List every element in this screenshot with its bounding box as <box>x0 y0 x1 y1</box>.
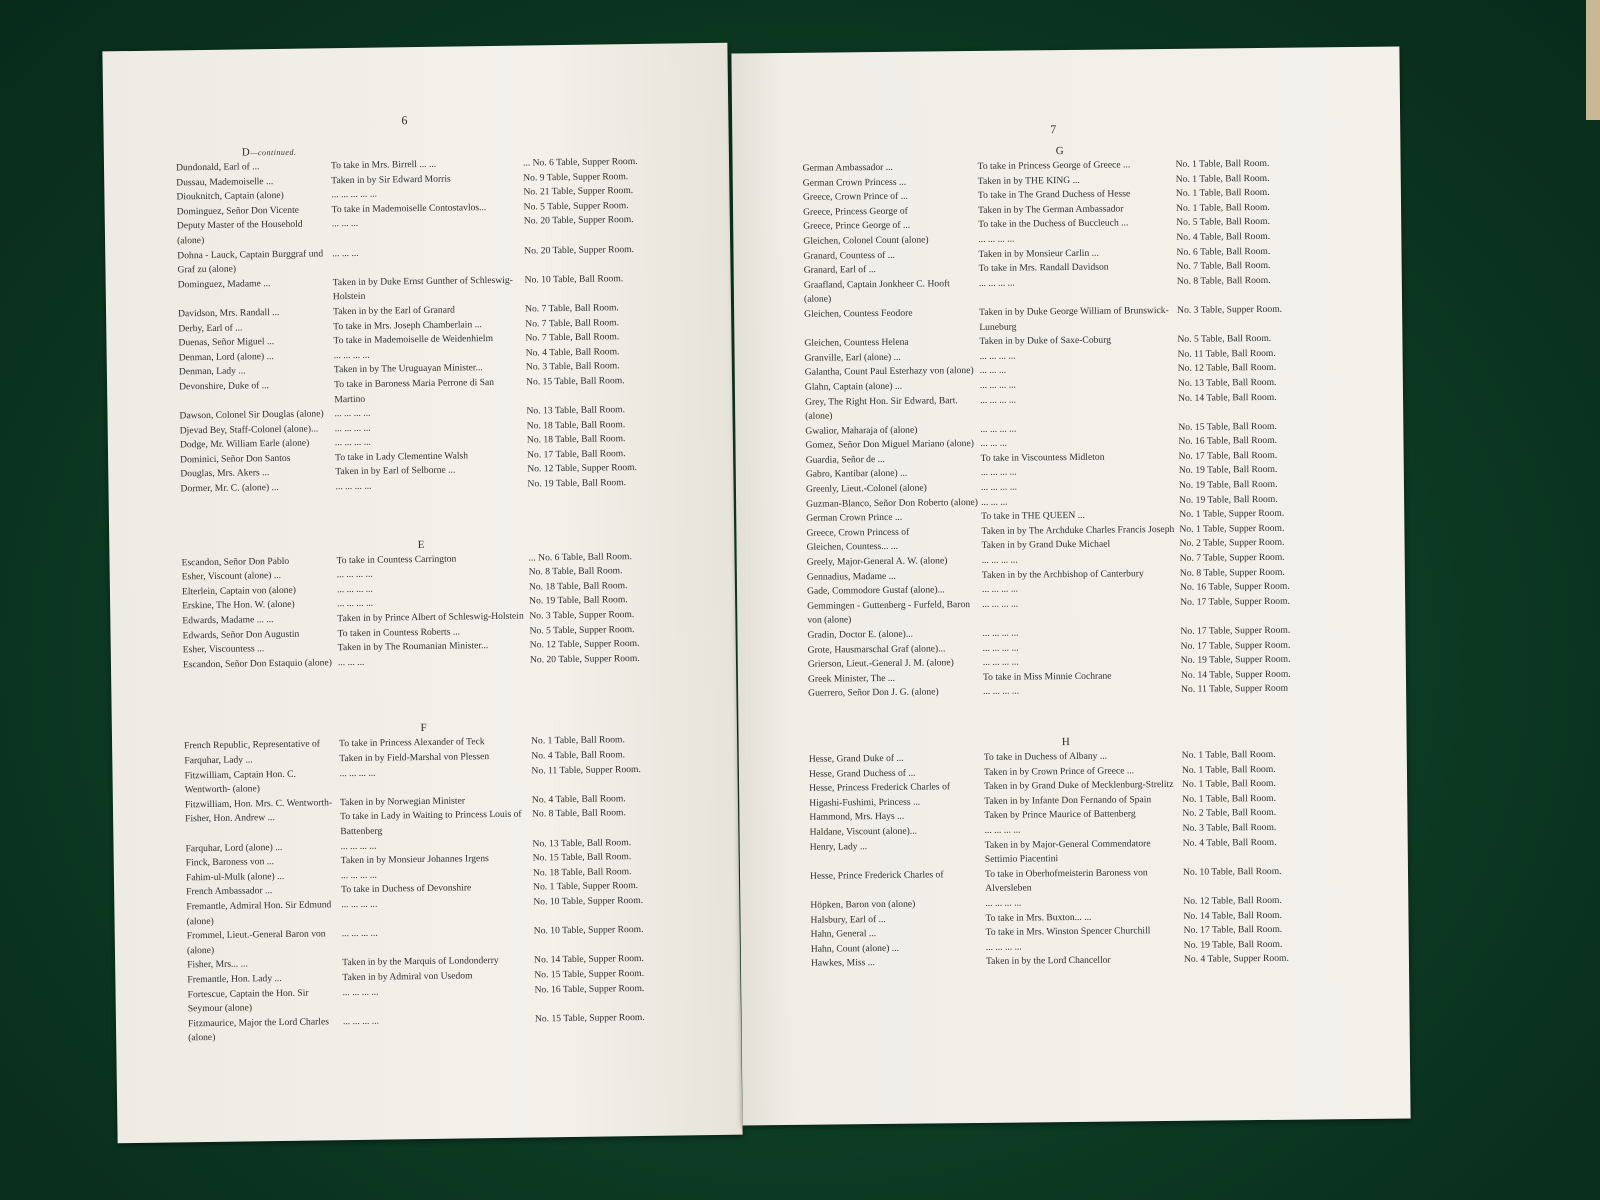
partner-note: ... ... ... ... <box>978 233 1015 245</box>
guest-name: Erskine, The Hon. W. (alone) <box>182 599 295 612</box>
table-assignment: No. 10 Table, Supper Room. <box>533 894 644 908</box>
guest-name: Gleichen, Countess Feodore <box>804 307 913 320</box>
partner-note: ... ... ... ... ... <box>331 188 378 201</box>
guest-name: Greece, Princess George of <box>803 205 908 218</box>
partner-note: Taken in by Duke of Saxe-Coburg <box>979 334 1112 348</box>
guest-name: Djevad Bey, Staff-Colonel (alone)... <box>179 423 319 437</box>
guest-name: Esher, Viscount (alone) ... <box>181 570 282 583</box>
table-assignment: No. 8 Table, Ball Room. <box>532 807 626 820</box>
table-assignment: No. 12 Table, Ball Room. <box>1183 894 1282 907</box>
table-assignment: No. 7 Table, Supper Room. <box>1179 551 1285 564</box>
guest-name: Gleichen, Colonel Count (alone) <box>803 234 929 247</box>
partner-note: Taken in by Norwegian Minister <box>339 795 466 808</box>
partner-note: ... ... ... ... <box>340 869 377 881</box>
left-page-content <box>176 140 669 1046</box>
table-assignment: No. 1 Table, Ball Room. <box>1175 187 1270 200</box>
partner-note: To take in Mademoiselle de Weidenhielm <box>333 333 494 347</box>
table-assignment: No. 20 Table, Supper Room. <box>523 214 634 227</box>
guest-name: Gennadius, Madame ... <box>806 570 896 583</box>
table-assignment: No. 1 Table, Supper Room. <box>533 880 639 893</box>
guest-name: German Ambassador ... <box>802 161 893 174</box>
guest-name: Devonshire, Duke of ... <box>179 380 269 393</box>
table-assignment: No. 3 Table, Ball Room. <box>525 360 620 373</box>
partner-note: Taken in by Grand Duke Michael <box>981 539 1111 552</box>
partner-note: Taken in by The German Ambassador <box>978 203 1124 216</box>
guest-name: Hesse, Grand Duke of ... <box>808 752 904 765</box>
table-assignment: No. 12 Table, Supper Room. <box>527 462 638 475</box>
partner-note: ... ... ... ... <box>980 423 1017 435</box>
table-assignment: No. 19 Table, Ball Room. <box>1178 478 1278 491</box>
partner-note: ... ... ... ... <box>334 422 371 434</box>
partner-note: ... ... ... ... <box>336 583 374 596</box>
partner-note: Taken in by Grand Duke of Mecklenburg-Strelitz <box>984 779 1174 793</box>
guest-name: Gemmingen - Guttenberg - Furfeld, Baron von (alone) <box>807 598 971 627</box>
guest-name: Hesse, Prince Frederick Charles of <box>809 869 944 882</box>
table-assignment: No. 11 Table, Ball Room. <box>1177 347 1276 360</box>
guest-name: Guardia, Señor de ... <box>805 453 885 466</box>
guest-name: Denman, Lady ... <box>178 365 246 378</box>
table-assignment: No. 1 Table, Ball Room. <box>1175 172 1270 185</box>
partner-note: Taken in by the Lord Chancellor <box>985 954 1111 968</box>
partner-note: ... ... ... ... <box>981 554 1018 566</box>
guest-name: Deputy Master of the Household (alone) <box>176 219 303 247</box>
partner-note: To take in The Grand Duchess of Hesse <box>977 188 1131 202</box>
partner-note: To take in Princess Alexander of Teck <box>339 736 485 750</box>
table-assignment: No. 4 Table, Ball Room. <box>525 345 620 359</box>
table-assignment: No. 16 Table, Ball Room. <box>1178 435 1278 448</box>
guest-name: Davidson, Mrs. Randall ... <box>178 306 280 320</box>
guest-name: Duenas, Señor Miguel ... <box>178 336 275 349</box>
partner-note: ... ... ... ... <box>982 656 1019 669</box>
partner-note: Taken in by The Archduke Charles Francis Joseph <box>981 523 1175 537</box>
guest-name: Gwalior, Maharaja of (alone) <box>805 424 918 437</box>
section-g <box>802 141 1323 701</box>
guest-name: Dodge, Mr. William Earle (alone) <box>179 437 310 451</box>
partner-note: Taken in by Duke George William of Brunswick-Luneburg <box>979 304 1169 333</box>
partner-note: To taken in Countess Roberts ... <box>337 626 461 639</box>
table-assignment: No. 17 Table, Ball Room. <box>1183 923 1283 936</box>
table-assignment: No. 14 Table, Ball Room. <box>1177 391 1277 404</box>
partner-note: ... ... ... <box>981 496 1008 508</box>
partner-note: To take in Countess Carrington <box>336 553 457 566</box>
table-assignment: No. 18 Table, Ball Room. <box>528 579 628 593</box>
table-assignment: No. 19 Table, Ball Room. <box>1178 464 1278 477</box>
table-assignment: No. 1 Table, Ball Room. <box>531 734 625 747</box>
section-letter: G <box>1055 145 1065 158</box>
table-assignment: No. 7 Table, Ball Room. <box>1176 260 1271 273</box>
guest-name: Granard, Countess of ... <box>803 249 895 262</box>
partner-note: To take in Mademoiselle Contostavlos... <box>331 201 487 216</box>
guest-name: Finck, Baroness von ... <box>185 856 275 869</box>
table-assignment: ... No. 6 Table, Supper Room. <box>522 155 638 169</box>
partner-note: ... ... ... ... <box>333 349 370 361</box>
table-assignment: No. 2 Table, Supper Room. <box>1179 537 1285 550</box>
table-assignment: No. 4 Table, Ball Room. <box>1176 230 1271 243</box>
partner-note: ... ... ... ... <box>334 407 371 420</box>
partner-note: ... ... ... ... <box>982 627 1019 639</box>
table-assignment: No. 13 Table, Ball Room. <box>526 404 626 417</box>
table-assignment: No. 4 Table, Ball Room. <box>531 792 626 806</box>
partner-note: ... ... ... <box>331 218 359 230</box>
table-assignment: No. 18 Table, Ball Room. <box>526 418 626 432</box>
table-assignment: No. 1 Table, Supper Room. <box>1179 508 1285 521</box>
table-assignment: No. 17 Table, Ball Room. <box>1178 449 1278 462</box>
table-assignment: No. 19 Table, Ball Room. <box>1179 493 1278 506</box>
partner-note: Taken in by Infante Don Fernando of Spain <box>984 793 1152 807</box>
table-assignment: No. 10 Table, Supper Room. <box>533 924 644 937</box>
table-assignment: No. 16 Table, Supper Room. <box>1179 580 1290 594</box>
section-e <box>181 534 663 672</box>
guest-name: Fremantle, Admiral Hon. Sir Edmund (alone) <box>186 899 332 927</box>
guest-name: Fisher, Hon. Andrew ... <box>185 812 275 825</box>
table-assignment: No. 5 Table, Supper Room. <box>529 623 635 637</box>
table-assignment: No. 4 Table, Supper Room. <box>1183 953 1289 966</box>
guest-name: Fortescue, Captain the Hon. Sir Seymour (alone) <box>187 987 309 1015</box>
section-letter: F <box>420 722 428 735</box>
partner-note: ... ... ... ... <box>985 897 1022 909</box>
guest-name: Diouknitch, Captain (alone) <box>176 190 284 203</box>
table-assignment: No. 18 Table, Ball Room. <box>532 865 632 879</box>
right-page <box>731 47 1410 1126</box>
partner-note: Taken in by the Archbishop of Canterbury <box>981 567 1144 581</box>
partner-note: ... ... ... ... <box>979 394 1017 406</box>
partner-note: To take in Mrs. Joseph Chamberlain ... <box>333 318 482 332</box>
guest-name: German Crown Prince ... <box>806 512 903 525</box>
partner-note: Taken in by Duke Ernst Gunther of Schleswig-Holstein <box>332 274 513 303</box>
table-assignment: No. 10 Table, Ball Room. <box>1182 865 1282 878</box>
guest-name: Frommel, Lieut.-General Baron von (alone) <box>186 928 326 957</box>
partner-note: Taken in by Admiral von Usedom <box>342 970 473 984</box>
table-assignment: No. 13 Table, Ball Room. <box>1177 376 1277 389</box>
partner-note: ... ... ... ... <box>342 986 379 998</box>
partner-note: To take in Mrs. Winston Spencer Churchill <box>985 925 1151 939</box>
table-assignment: No. 19 Table, Ball Room. <box>529 594 628 607</box>
table-assignment: No. 17 Table, Supper Room. <box>1180 639 1291 652</box>
table-assignment: No. 19 Table, Ball Room. <box>1183 938 1283 951</box>
partner-note: ... ... ... ... <box>978 277 1015 289</box>
guest-name: Hahn, General ... <box>810 928 877 940</box>
table-assignment: No. 20 Table, Supper Room. <box>529 652 640 666</box>
table-assignment: No. 11 Table, Supper Room <box>1181 683 1289 696</box>
table-assignment: No. 14 Table, Supper Room. <box>1180 668 1291 681</box>
section-letter: D <box>241 146 251 159</box>
guest-name: Fahim-ul-Mulk (alone) ... <box>185 870 285 884</box>
guest-name: Gradin, Doctor E. (alone)... <box>807 628 914 641</box>
guest-name: Haldane, Viscount (alone)... <box>809 825 918 838</box>
guest-name: Hahn, Count (alone) ... <box>810 942 900 955</box>
table-assignment: No. 8 Table, Supper Room. <box>1179 566 1285 579</box>
partner-note: To take in Baroness Maria Perrone di San Martino <box>334 376 495 405</box>
table-assignment: No. 12 Table, Supper Room. <box>529 638 640 651</box>
guest-name: Farquhar, Lord (alone) ... <box>185 841 283 854</box>
table-assignment: No. 18 Table, Ball Room. <box>526 433 626 446</box>
section-h <box>809 732 1326 971</box>
guest-name: Guerrero, Señor Don J. G. (alone) <box>808 686 939 700</box>
table-assignment: No. 15 Table, Ball Room. <box>532 851 632 864</box>
table-assignment: No. 1 Table, Ball Room. <box>1175 157 1270 170</box>
guest-name: Grote, Hausmarschal Graf (alone)... <box>807 642 946 656</box>
guest-name: Halsbury, Earl of ... <box>810 913 886 926</box>
guest-name: Higashi-Fushimi, Princess ... <box>809 796 921 809</box>
partner-note: To take in Duchess of Albany ... <box>983 750 1108 763</box>
guest-name: Dominguez, Madame ... <box>177 277 271 291</box>
guest-name: Fremantle, Hon. Lady ... <box>187 972 282 986</box>
guest-name: Granard, Earl of ... <box>803 264 876 276</box>
guest-name: Denman, Lord (alone) ... <box>178 350 274 364</box>
partner-note: To take in Mrs. Buxton... ... <box>985 911 1092 924</box>
guest-name: Henry, Lady ... <box>809 840 868 853</box>
seating-row <box>188 1010 668 1046</box>
guest-name: Fitzwilliam, Hon. Mrs. C. Wentworth- <box>184 797 333 811</box>
guest-name: Hesse, Princess Frederick Charles of <box>809 781 951 794</box>
guest-name: Greece, Prince George of ... <box>803 220 911 233</box>
table-assignment: No. 19 Table, Supper Room. <box>1180 653 1291 667</box>
partner-note: To take in Lady Clementine Walsh <box>335 450 469 464</box>
table-assignment: No. 8 Table, Ball Room. <box>528 565 623 578</box>
partner-note: ... ... ... <box>332 247 359 259</box>
guest-name: Escandon, Señor Don Estaquio (alone) <box>182 657 332 671</box>
partner-note: ... ... ... ... <box>337 598 374 610</box>
partner-note: Taken in by The Uruguayan Minister... <box>333 362 483 376</box>
partner-note: Taken in by Major-General Commendatore Settimio Piacentini <box>984 837 1151 866</box>
table-assignment: No. 10 Table, Ball Room. <box>524 272 624 286</box>
section-gap <box>181 490 662 541</box>
table-assignment: No. 3 Table, Supper Room. <box>1177 303 1283 316</box>
partner-note: Taken in by Field-Marshal von Plessen <box>339 751 490 765</box>
partner-note: Taken by Prince Maurice of Battenberg <box>984 808 1136 822</box>
guest-name: Höpken, Baron von (alone) <box>810 898 916 911</box>
table-assignment: No. 15 Table, Supper Room. <box>534 1011 645 1025</box>
table-assignment: No. 5 Table, Supper Room. <box>523 199 629 213</box>
table-assignment: No. 6 Table, Ball Room. <box>1176 245 1271 258</box>
partner-note: ... ... ... ... <box>979 379 1016 391</box>
guest-name: Gade, Commodore Gustaf (alone)... <box>806 584 945 597</box>
guest-name: Hammond, Mrs. Hays ... <box>809 811 905 824</box>
section-letter: E <box>417 538 426 551</box>
partner-note: ... ... ... ... <box>982 642 1019 654</box>
partner-note: ... ... ... ... <box>339 767 376 779</box>
guest-name: Edwards, Señor Don Augustin <box>182 628 300 641</box>
section-letter: H <box>1061 735 1071 749</box>
guest-name: Derby, Earl of ... <box>178 322 243 334</box>
partner-note: ... ... ... ... <box>334 436 371 449</box>
table-assignment: No. 15 Table, Supper Room. <box>534 967 645 981</box>
guest-name: Greely, Major-General A. W. (alone) <box>806 555 948 568</box>
table-assignment: No. 1 Table, Ball Room. <box>1182 792 1277 805</box>
partner-note: ... ... ... <box>979 364 1007 377</box>
guest-name: Dawson, Colonel Sir Douglas (alone) <box>179 408 324 422</box>
table-assignment: No. 1 Table, Ball Room. <box>1182 778 1276 791</box>
table-assignment: No. 14 Table, Ball Room. <box>1183 909 1283 922</box>
guest-name: Dormer, Mr. C. (alone) ... <box>180 482 279 495</box>
section-f <box>184 718 668 1046</box>
partner-note: ... ... ... ... <box>335 480 372 493</box>
guest-name: Gleichen, Countess... ... <box>806 541 899 554</box>
section-gap <box>183 666 664 725</box>
table-assignment: No. 3 Table, Supper Room. <box>529 609 635 622</box>
guest-name: Guzman-Blanco, Señor Don Roberto (alone) <box>806 496 979 510</box>
guest-name: Hesse, Grand Duchess of ... <box>808 767 916 780</box>
partner-note: To take in the Duchess of Buccleuch ... <box>978 217 1129 231</box>
table-assignment: No. 11 Table, Supper Room. <box>531 763 641 777</box>
sheet-edge <box>1586 0 1600 120</box>
table-assignment: No. 5 Table, Ball Room. <box>1176 216 1271 229</box>
table-assignment: No. 1 Table, Ball Room. <box>1181 763 1276 776</box>
table-assignment: No. 2 Table, Ball Room. <box>1182 807 1277 820</box>
table-assignment: No. 15 Table, Ball Room. <box>525 375 625 388</box>
table-assignment: No. 7 Table, Ball Room. <box>525 331 620 344</box>
partner-note: To take in Duchess of Devonshire <box>341 882 472 896</box>
table-assignment: No. 7 Table, Ball Room. <box>525 316 620 330</box>
partner-note: To take in Miss Minnie Cochrane <box>982 670 1112 683</box>
partner-note: Taken in by Monsieur Johannes Irgens <box>340 853 489 867</box>
table-assignment: No. 4 Table, Ball Room. <box>1182 836 1277 849</box>
section-gap <box>808 696 1323 737</box>
partner-note: To take in Viscountess Midleton <box>980 451 1105 464</box>
section-continued: —continued. <box>250 147 297 158</box>
partner-note: Taken in by Earl of Selborne ... <box>335 464 456 478</box>
table-assignment: No. 13 Table, Ball Room. <box>532 836 632 850</box>
partner-note: To take in Princess George of Greece ... <box>977 159 1131 172</box>
table-assignment: No. 5 Table, Ball Room. <box>1177 333 1272 345</box>
page-number-left: 6 <box>401 113 408 128</box>
guest-name: Dundonald, Earl of ... <box>175 161 260 174</box>
guest-name: Hawkes, Miss ... <box>810 957 875 970</box>
table-assignment: No. 15 Table, Ball Room. <box>1178 420 1277 433</box>
partner-note: ... ... ... <box>337 656 365 668</box>
table-assignment: No. 17 Table, Ball Room. <box>527 448 626 461</box>
partner-note: To take in Mrs. Birrell ... ... <box>330 158 437 172</box>
guest-name: Grey, The Right Hon. Sir Edward, Bart. (alone) <box>804 394 958 422</box>
guest-name: Fisher, Mrs... ... <box>187 958 248 971</box>
partner-note: Taken in by the Earl of Granard <box>332 304 456 318</box>
guest-name: Grierson, Lieut.-General J. M. (alone) <box>807 657 954 670</box>
table-assignment: ... No. 6 Table, Ball Room. <box>528 550 632 564</box>
right-page-content <box>802 141 1326 971</box>
partner-note: ... ... ... ... <box>985 941 1022 953</box>
guest-name: Dominguez, Señor Don Vicente <box>176 204 300 218</box>
table-assignment: No. 7 Table, Ball Room. <box>524 302 619 315</box>
table-assignment: No. 21 Table, Supper Room. <box>523 185 634 198</box>
partner-note: Taken in by Crown Prince of Greece ... <box>983 764 1135 778</box>
table-assignment: No. 1 Table, Ball Room. <box>1181 748 1276 761</box>
partner-note: Taken in by Prince Albert of Schleswig-Holstein <box>337 610 524 625</box>
left-page <box>102 43 742 1144</box>
partner-note: ... ... ... ... <box>336 568 373 581</box>
partner-note: ... ... ... ... <box>980 467 1017 479</box>
guest-name: Dohna - Lauck, Captain Burggraf und Graf zu (alone) <box>177 247 324 276</box>
guest-name: Fitzwilliam, Captain Hon. C. Wentworth- (alone) <box>184 768 296 796</box>
table-assignment: No. 12 Table, Ball Room. <box>1177 362 1277 375</box>
partner-note: To take in THE QUEEN ... <box>981 510 1085 523</box>
table-assignment: No. 1 Table, Ball Room. <box>1175 201 1270 214</box>
guest-name: Gabro, Kantibar (alone) ... <box>805 468 908 481</box>
table-assignment: No. 3 Table, Ball Room. <box>1182 821 1277 834</box>
partner-note: To take in Lady in Waiting to Princess Louis of Battenberg <box>340 809 522 838</box>
guest-name: Greenly, Lieut.-Colonel (alone) <box>805 482 927 495</box>
partner-note: ... ... ... ... <box>981 583 1019 596</box>
section-d <box>176 140 661 497</box>
guest-name: Esher, Viscountess ... <box>182 643 265 656</box>
table-assignment: No. 4 Table, Ball Room. <box>531 749 626 762</box>
guest-name: Greek Minister, The ... <box>807 672 896 685</box>
partner-note: ... ... ... ... <box>341 927 378 940</box>
guest-name: Farquhar, Lady ... <box>184 754 253 767</box>
table-assignment: No. 17 Table, Supper Room. <box>1180 624 1291 637</box>
guest-name: Escandon, Señor Don Pablo <box>181 555 290 569</box>
guest-name: Elterlein, Captain von (alone) <box>181 584 297 598</box>
partner-note: Taken in by Sir Edward Morris <box>331 173 451 186</box>
guest-name: Douglas, Mrs. Akers ... <box>180 467 270 480</box>
guest-name: Dussau, Mademoiselle ... <box>176 175 274 188</box>
table-assignment: No. 14 Table, Supper Room. <box>534 953 644 966</box>
partner-note: Taken in by the Marquis of Londonderry <box>342 955 499 969</box>
table-assignment: No. 17 Table, Supper Room. <box>1180 595 1290 608</box>
table-assignment: No. 1 Table, Supper Room. <box>1179 522 1285 535</box>
guest-name: Greece, Crown Princess of <box>806 526 910 539</box>
partner-note: Taken in by The Roumanian Minister... <box>337 640 489 654</box>
table-assignment: No. 9 Table, Supper Room. <box>523 170 629 184</box>
partner-note: ... ... ... ... <box>980 481 1018 493</box>
guest-name: Galantha, Count Paul Esterhazy von (alone) <box>804 365 974 379</box>
guest-name: Gomez, Señor Don Miguel Mariano (alone) <box>805 438 974 452</box>
guest-name: Glahn, Captain (alone) ... <box>804 380 903 393</box>
partner-note: ... ... ... <box>980 437 1007 450</box>
table-assignment: No. 8 Table, Ball Room. <box>1176 274 1271 287</box>
guest-name: Gleichen, Countess Helena <box>804 336 909 349</box>
guest-name: French Republic, Representative of <box>184 738 321 752</box>
guest-name: German Crown Princess ... <box>802 176 907 189</box>
partner-note: ... ... ... ... <box>983 685 1020 698</box>
guest-name: French Ambassador ... <box>186 885 273 898</box>
partner-note: Taken in by Monsieur Carlin ... <box>978 247 1099 260</box>
guest-name: Granville, Earl (alone) ... <box>804 351 901 364</box>
guest-name: Greece, Crown Prince of ... <box>802 190 908 203</box>
partner-note: ... ... ... ... <box>340 840 377 852</box>
guest-name: Graafland, Captain Jonkheer C. Hooft (alone) <box>803 278 950 306</box>
guest-name: Fitzmaurice, Major the Lord Charles (alone) <box>187 1016 329 1044</box>
table-assignment: No. 19 Table, Ball Room. <box>527 477 627 490</box>
guest-name: Edwards, Madame ... ... <box>182 614 274 627</box>
guest-name: Dominici, Señor Don Santos <box>180 452 291 466</box>
page-number-right: 7 <box>1050 122 1057 137</box>
partner-note: To take in Mrs. Randall Davidson <box>978 261 1109 275</box>
partner-note: ... ... ... ... <box>982 598 1019 610</box>
partner-note: ... ... ... ... <box>341 898 378 911</box>
partner-note: Taken in by THE KING ... <box>977 174 1080 187</box>
partner-note: To take in Oberhofmeisterin Baroness von Alversleben <box>984 866 1148 895</box>
partner-note: ... ... ... ... <box>342 1015 380 1027</box>
partner-note: ... ... ... ... <box>984 824 1021 836</box>
table-assignment: No. 16 Table, Supper Room. <box>534 982 645 995</box>
table-assignment: No. 20 Table, Supper Room. <box>524 243 635 257</box>
partner-note: ... ... ... ... <box>979 350 1016 362</box>
